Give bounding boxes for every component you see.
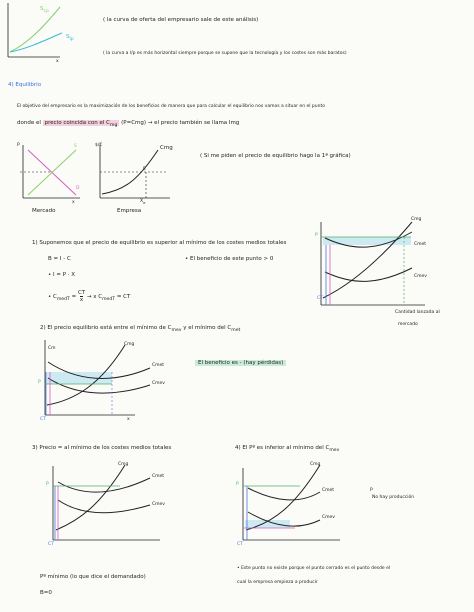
market-x-axis: x (72, 200, 75, 205)
case2-graph (45, 340, 150, 415)
case1-cmg-label: Cmg (411, 217, 422, 222)
equilibrium-line2: donde el precio coincida con el $C_{mg}$ (P=Cmg) → el precio también se llama Img (17, 120, 240, 129)
case3-note-zero-benefit: B=0 (40, 590, 52, 596)
case4-note2: cual la empresa empieza a producir (237, 580, 318, 585)
case2-x-label: x (127, 417, 130, 422)
case1-cmet-label: Cmet (414, 242, 427, 247)
case4-graph (243, 465, 340, 540)
case1-formula-benefit: B = I - C (48, 256, 71, 262)
case4-p-label: P (236, 482, 239, 487)
firm-cmg-label: Cmg (160, 145, 173, 151)
case4-side-no-production: No hay producción (372, 495, 415, 500)
case1-formula-cost: • $C_{medT} = \frac{CT}{x} \to x$ $C_{medT}$ = CT (48, 290, 131, 303)
case2-cmet-label: Cmet (152, 363, 165, 368)
case1-benefit-note: • El beneficio de este punto > 0 (185, 256, 274, 262)
s-lp-label: $S_{lp}$ (66, 34, 74, 43)
case4-cmet-label: Cmet (322, 488, 335, 493)
case3-cmet-label: Cmet (152, 474, 165, 479)
case2-ct-label: CT (40, 417, 46, 422)
case2-axis-label: Cm (48, 346, 56, 351)
firm-graph (100, 145, 170, 198)
market-graph (20, 145, 80, 198)
section-heading-equilibrium: 4) Equilibrio (8, 82, 42, 88)
case4-note1: • Este punto no existe porque el punto cerrado es el punto desde el (237, 566, 391, 571)
case2-benefit-box: El beneficio es - (hay pérdidas) (195, 360, 286, 366)
firm-point-e: E (143, 167, 146, 172)
case3-graph (53, 465, 160, 540)
firm-axis-label: $/€ (95, 143, 103, 148)
case2-p-label: P (38, 380, 41, 385)
case4-cmev-label: Cmev (322, 515, 335, 520)
case2-cmev-label: Cmev (152, 381, 165, 386)
top-x-label: x (56, 59, 59, 64)
case4-title: 4) El Pº es inferior al mínimo del $C_{mev}$ (235, 445, 340, 454)
market-s-label: S (74, 144, 77, 149)
note-supply-curve: ( la curva de oferta del empresario sale de este análisis) (103, 17, 259, 23)
case4-side-p: P (370, 488, 373, 493)
case1-caption-1: Cantidad lanzada al (395, 310, 440, 315)
case1-ct-label: CT (317, 296, 323, 301)
market-d-label: D (76, 186, 80, 191)
market-caption: Mercado (32, 208, 56, 214)
case1-p-label: P (315, 233, 318, 238)
case3-p-label: P (46, 482, 49, 487)
note-long-run: ( la curva a l/p es más horizontal siempre porque se supone que la tecnología y los costes son más baratos) (103, 51, 347, 56)
case4-cmg-label: Cmg (310, 462, 321, 467)
s-cp-label: $S_{cp}$ (40, 6, 49, 15)
case1-caption-2: mercado (398, 322, 418, 327)
case2-cmg-label: Cmg (124, 342, 135, 347)
case3-cmg-label: Cmg (118, 462, 129, 467)
equilibrium-line1: El objetivo del empresario es la maximización de los beneficios de manera que para calcular el equilibrio nos vamos a situar en el punto (17, 104, 326, 109)
case3-note-min-price: Pº mínimo (lo que dice el demandado) (40, 574, 146, 580)
case3-cmev-label: Cmev (152, 502, 165, 507)
case1-cmev-label: Cmev (414, 274, 427, 279)
case1-formula-income: • I = P · X (48, 272, 76, 278)
firm-caption: Empresa (117, 208, 142, 214)
top-supply-graph (8, 3, 62, 57)
case3-title: 3) Precio = al mínimo de los costes medios totales (32, 445, 172, 451)
case1-graph (321, 222, 425, 305)
case1-title: 1) Suponemos que el precio de equilibrio es superior al mínimo de los costes medios totales (32, 240, 287, 246)
firm-x-label: $X_e$ (140, 199, 146, 205)
case3-ct-label: CT (48, 542, 54, 547)
case4-ct-label: CT (237, 542, 243, 547)
case2-title: 2) El precio equilibrio está entre el mínimo de $C_{mev}$ y el mínimo del $C_{met}$ (40, 325, 241, 334)
side-note-equilibrium: ( Si me piden el precio de equilibrio hago la 1ª gráfica) (200, 153, 351, 159)
market-p-axis: P (17, 143, 20, 148)
